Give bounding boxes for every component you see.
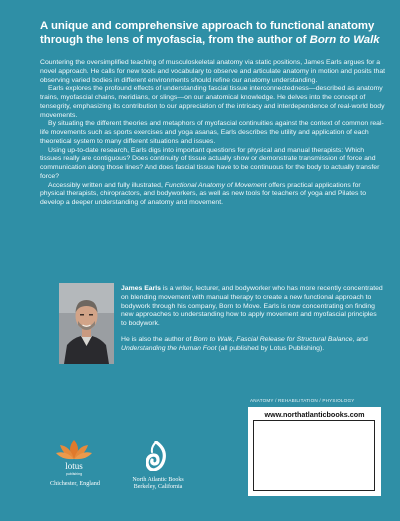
book-title: Fascial Release for Structural Balance: [236, 335, 353, 343]
lotus-wordmark: lotus: [65, 461, 83, 471]
headline-book-title: Born to Walk: [309, 33, 380, 46]
book-title: Born to Walk: [193, 335, 233, 343]
description: [40, 59, 386, 208]
description-paragraph: [40, 182, 386, 208]
north-atlantic-books-logo: [146, 441, 166, 471]
author-name: James Earls: [121, 285, 161, 292]
author-bio-text: is a writer, lecturer, and bodyworker who has more recently concentrated on blending movement with manual therapy to create a new functional approach to bodywork through his company, Born to Move. Earls is now concentrating on finding new approaches to understanding how to apply movement and myofascial principles to bodywork.: [121, 285, 383, 327]
separator: ,: [232, 335, 237, 343]
also-text-after: (all published by Lotus Publishing).: [216, 344, 325, 352]
p5-text-before: Accessibly written and fully illustrated,: [48, 181, 165, 189]
separator: , and: [352, 335, 368, 343]
also-text: He is also the author of: [121, 335, 194, 343]
author-bio-paragraph: [121, 285, 383, 329]
book-title: Functional Anatomy of Movement: [164, 181, 267, 189]
north-atlantic-books-imprint: [126, 477, 190, 491]
nab-name: North Atlantic Books: [132, 477, 184, 483]
publisher-website: www.northatlanticbooks.com: [264, 410, 365, 419]
lotus-publishing-logo: [52, 437, 96, 477]
headline-text: A unique and comprehensive approach to functional anatomy through the lens of myofascia, from the author of: [40, 20, 375, 46]
author-portrait-image: [59, 283, 114, 364]
book-title: Understanding the Human Foot: [121, 344, 217, 352]
lotus-location: Chichester, England: [50, 480, 100, 487]
p5-text-after: offers practical applications for physical therapists, chiropractors, and bodyworkers, as well as new tools for teachers of yoga and Pilates to develop a deeper understanding of anatomy and movement.: [40, 181, 367, 206]
category-label: ANATOMY / REHABILITATION / PHYSIOLOGY: [250, 398, 355, 403]
description-paragraph: Countering the oversimplified teaching of musculoskeletal anatomy via static positions, James Earls argues for a novel approach. He calls for new tools and vocabulary to observe and articulate anatomy in motion and posits that observing varied bodies in different environments should refine our anatomy understanding.: [40, 59, 386, 84]
lotus-tagline: publishing: [65, 472, 83, 476]
barcode-box: [248, 407, 381, 496]
nab-location: Berkeley, California: [133, 484, 183, 490]
author-other-books: [121, 336, 383, 354]
barcode-area: [253, 420, 375, 491]
author-photo: [59, 283, 114, 364]
headline: [40, 20, 386, 47]
description-paragraph: By situating the different theories and metaphors of myofascial continuities against the context of common real-life movements such as sports exercises and yoga asanas, Earls describes the utility and application of each theoretical system to many different situations and issues.: [40, 120, 384, 145]
description-paragraph: Using up-to-date research, Earls digs into important questions for physical and manual therapists: Which tissues really are contiguous? Does continuity of tissue actually show or demonstrate transmission of force and communication along those lines? And does fascial tissue have to be continuous for the body to actually transfer force?: [40, 146, 380, 180]
author-bio: [121, 285, 383, 360]
description-paragraph: Earls explores the profound effects of understanding fascial tissue interconnectedness—described as anatomy trains, myofascial chains, meridians, or slings—on our anatomical knowledge. He delves into the concept of tensegrity, emphasizing its contribution to our appreciation of the intricacy and interdependence of real-world body movements.: [40, 85, 385, 119]
nab-emblem-icon: [147, 442, 164, 470]
